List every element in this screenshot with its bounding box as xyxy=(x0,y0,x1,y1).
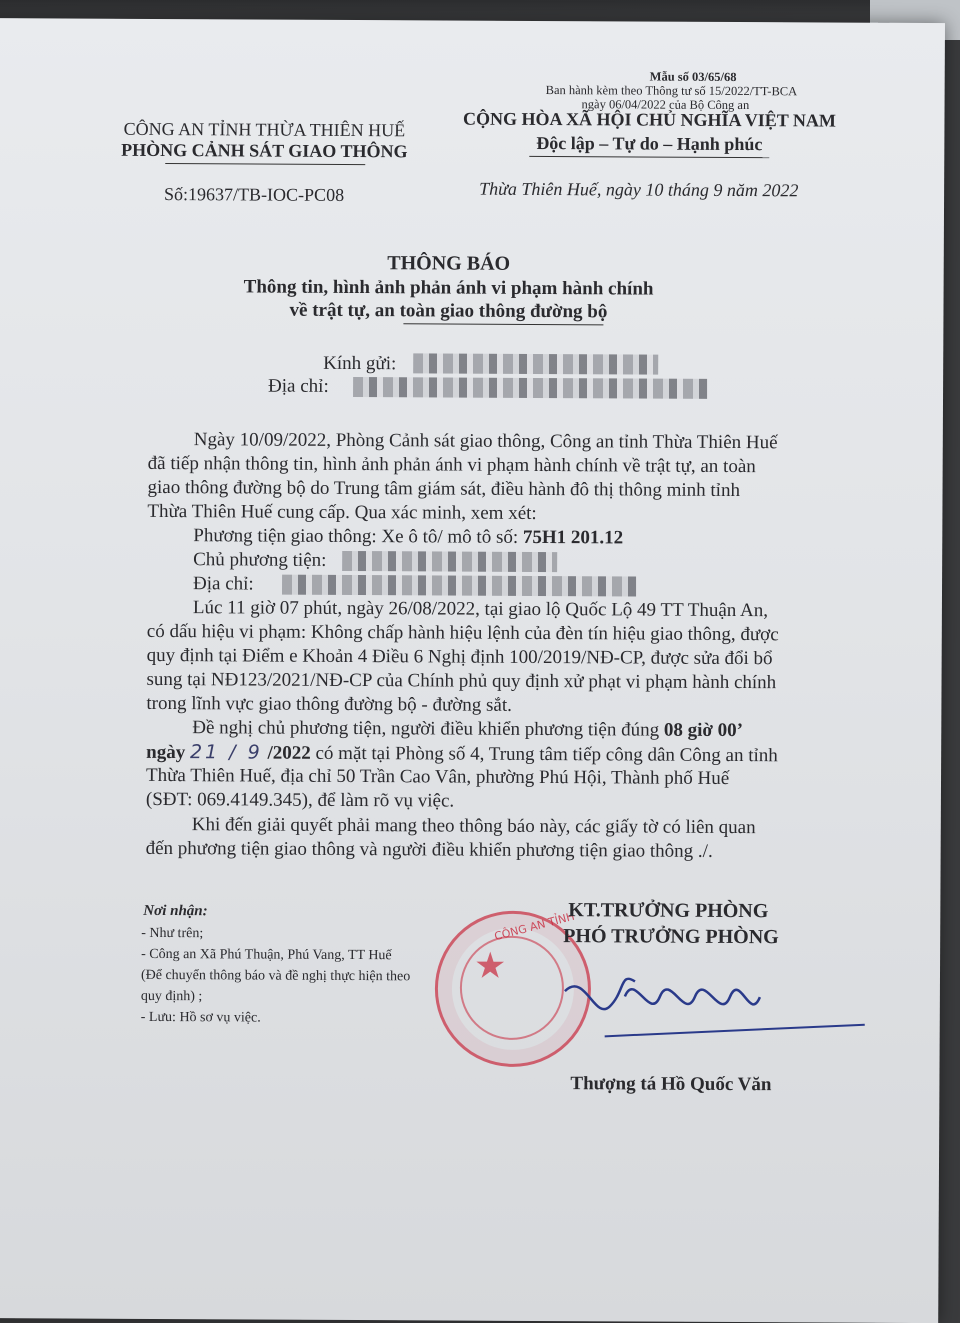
owner-label: Chủ phương tiện: xyxy=(193,549,327,571)
request-text: Đề nghị chủ phương tiện, người điều khiển phương tiện đúng xyxy=(192,717,660,741)
redacted-recipient xyxy=(413,353,658,374)
date-year: /2022 xyxy=(267,742,311,764)
paragraph-2-line-5: trong lĩnh vực giao thông đường bộ - đường sắt. xyxy=(146,692,512,716)
document-subtitle-2: về trật tự, an toàn giao thông đường bộ xyxy=(289,299,608,323)
signer-name: Thượng tá Hồ Quốc Văn xyxy=(570,1073,772,1096)
owner-address-label: Địa chỉ: xyxy=(192,573,254,595)
paragraph-2-line-2: có dấu hiệu vi phạm: Không chấp hành hiệu lệnh của đèn tín hiệu giao thông, được xyxy=(146,620,779,646)
paragraph-2-line-4: sung tại NĐ123/2021/NĐ-CP của Chính phủ quy định xử phạt vi phạm hành chính xyxy=(146,668,777,694)
paragraph-3-line-2 xyxy=(146,741,778,767)
vehicle-label: Phương tiện giao thông: Xe ô tô/ mô tô số: xyxy=(193,525,519,548)
paragraph-1-line-2: đã tiếp nhận thông tin, hình ảnh phản ánh vi phạm hành chính về trật tự, an toàn xyxy=(147,452,756,478)
redacted-owner xyxy=(342,551,557,572)
redacted-address xyxy=(353,377,708,399)
stamp-text: CÔNG AN TỈNH xyxy=(492,909,576,944)
paragraph-1-line-1: Ngày 10/09/2022, Phòng Cảnh sát giao thông, Công an tỉnh Thừa Thiên Huế xyxy=(193,429,778,454)
appointment-time: 08 giờ 00’ xyxy=(663,719,744,742)
recipient-item: - Lưu: Hồ sơ vụ việc. xyxy=(140,1009,261,1026)
paragraph-2-line-3: quy định tại Điểm e Khoản 4 Điều 6 Nghị định 100/2019/NĐ-CP, được sửa đổi bổ xyxy=(146,644,773,670)
document-subtitle-1: Thông tin, hình ảnh phản ánh vi phạm hành chính xyxy=(243,276,654,300)
divider-right xyxy=(529,156,769,158)
paragraph-3-line-1 xyxy=(192,717,743,742)
paragraph-1-line-3: giao thông đường bộ do Trung tâm giám sát, điều hành đô thị thông minh tỉnh xyxy=(147,476,741,502)
agency-name: CÔNG AN TỈNH THỪA THIÊN HUẾ xyxy=(123,118,406,141)
location-text: có mặt tại Phòng số 4, Trung tâm tiếp công dân Công an tỉnh xyxy=(315,742,778,767)
document-number: Số:19637/TB-IOC-PC08 xyxy=(164,184,345,205)
paragraph-4-line-1: Khi đến giải quyết phải mang theo thông báo này, các giấy tờ có liên quan xyxy=(191,814,756,839)
vehicle-line xyxy=(193,525,623,549)
form-code: Mẫu số 03/65/68 xyxy=(649,69,737,85)
place-date: Thừa Thiên Huế, ngày 10 tháng 9 năm 2022 xyxy=(479,178,799,201)
paragraph-3-line-4: (SĐT: 069.4149.345), để làm rõ vụ việc. xyxy=(145,788,455,812)
national-motto: Độc lập – Tự do – Hạnh phúc xyxy=(536,132,763,155)
divider-left xyxy=(165,163,365,165)
recipients-list xyxy=(141,923,411,1029)
star-icon: ★ xyxy=(473,945,507,987)
paragraph-3-line-3: Thừa Thiên Huế, địa chỉ 50 Trần Cao Vân, phường Phú Hội, Thành phố Huế xyxy=(145,764,730,789)
address-label: Địa chỉ: xyxy=(268,375,329,397)
redacted-owner-address xyxy=(282,575,637,597)
form-issuance-date: ngày 06/04/2022 của Bộ Công an xyxy=(581,97,750,113)
signature-title-1: KT.TRƯỞNG PHÒNG xyxy=(568,899,769,923)
date-label: ngày xyxy=(146,741,186,764)
recipient-item: - Công an Xã Phú Thuận, Phú Vang, TT Huế xyxy=(141,946,392,964)
department-name: PHÒNG CẢNH SÁT GIAO THÔNG xyxy=(121,139,408,162)
license-plate: 75H1 201.12 xyxy=(522,526,624,549)
recipient-item: quy định) ; xyxy=(140,988,203,1005)
document-title: THÔNG BÁO xyxy=(387,252,511,275)
signature-title-2: PHÓ TRƯỞNG PHÒNG xyxy=(563,925,779,949)
recipient-label: Kính gửi: xyxy=(323,352,397,375)
recipient-item: (Để chuyển thông báo và đề nghị thực hiện theo xyxy=(140,967,411,985)
paragraph-1-line-4: Thừa Thiên Huế cung cấp. Qua xác minh, xem xét: xyxy=(147,500,537,524)
paragraph-4-line-2: đến phương tiện giao thông và người điều khiển phương tiện giao thông ./. xyxy=(145,837,713,862)
handwritten-date: 21 / 9 xyxy=(189,741,263,764)
form-issuance: Ban hành kèm theo Thông tư số 15/2022/TT-BCA xyxy=(545,83,798,99)
paragraph-2-line-1: Lúc 11 giờ 07 phút, ngày 26/08/2022, tại giao lộ Quốc Lộ 49 TT Thuận An, xyxy=(192,597,769,622)
recipients-title: Nơi nhận: xyxy=(143,902,208,920)
recipient-item: - Như trên; xyxy=(141,925,204,942)
handwritten-signature xyxy=(525,951,886,1063)
nation-name: CỘNG HÒA XÃ HỘI CHỦ NGHĨA VIỆT NAM xyxy=(462,108,836,131)
title-underline xyxy=(403,323,603,325)
document-paper xyxy=(0,18,945,1323)
